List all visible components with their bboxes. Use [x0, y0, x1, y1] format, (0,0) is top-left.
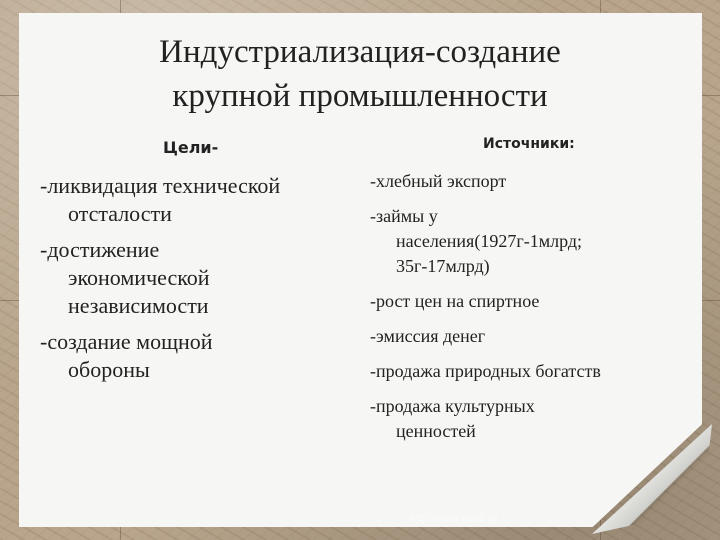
slide-title [60, 30, 660, 118]
source-text: -рост цен на спиртное [370, 291, 540, 311]
source-text: -продажа природных богатств [370, 361, 601, 381]
watermark: http://aida.ucoz.ru [410, 513, 498, 525]
source-text-continued: населения(1927г-1млрд; [396, 231, 583, 251]
title-line-1: Индустриализация-создание [159, 34, 561, 70]
goal-text: -достижение [40, 237, 160, 262]
goal-item [40, 328, 360, 384]
goals-heading: Цели- [163, 138, 219, 157]
sources-list [370, 169, 690, 454]
source-item [370, 394, 690, 444]
goal-text-continued: независимости [68, 293, 209, 318]
goal-item [40, 236, 360, 320]
goals-list [40, 172, 360, 392]
sources-heading: Источники: [483, 136, 575, 152]
source-item [370, 204, 690, 279]
source-item [370, 289, 690, 314]
source-item [370, 324, 690, 349]
title-line-2: крупной промышленности [172, 78, 548, 114]
source-text: -продажа культурных [370, 396, 535, 416]
goal-item [40, 172, 360, 228]
source-item [370, 169, 690, 194]
goal-text-continued: обороны [68, 357, 150, 382]
source-text-continued: ценностей [396, 421, 476, 441]
source-item [370, 359, 690, 384]
goal-text-continued: экономической [68, 265, 210, 290]
goal-text: -создание мощной [40, 329, 213, 354]
source-text: -займы у [370, 206, 438, 226]
goal-text: -ликвидация технической [40, 173, 281, 198]
source-text: -эмиссия денег [370, 326, 486, 346]
source-text: -хлебный экспорт [370, 171, 507, 191]
goal-text-continued: отсталости [68, 201, 172, 226]
source-text-continued: 35г-17млрд) [396, 256, 490, 276]
